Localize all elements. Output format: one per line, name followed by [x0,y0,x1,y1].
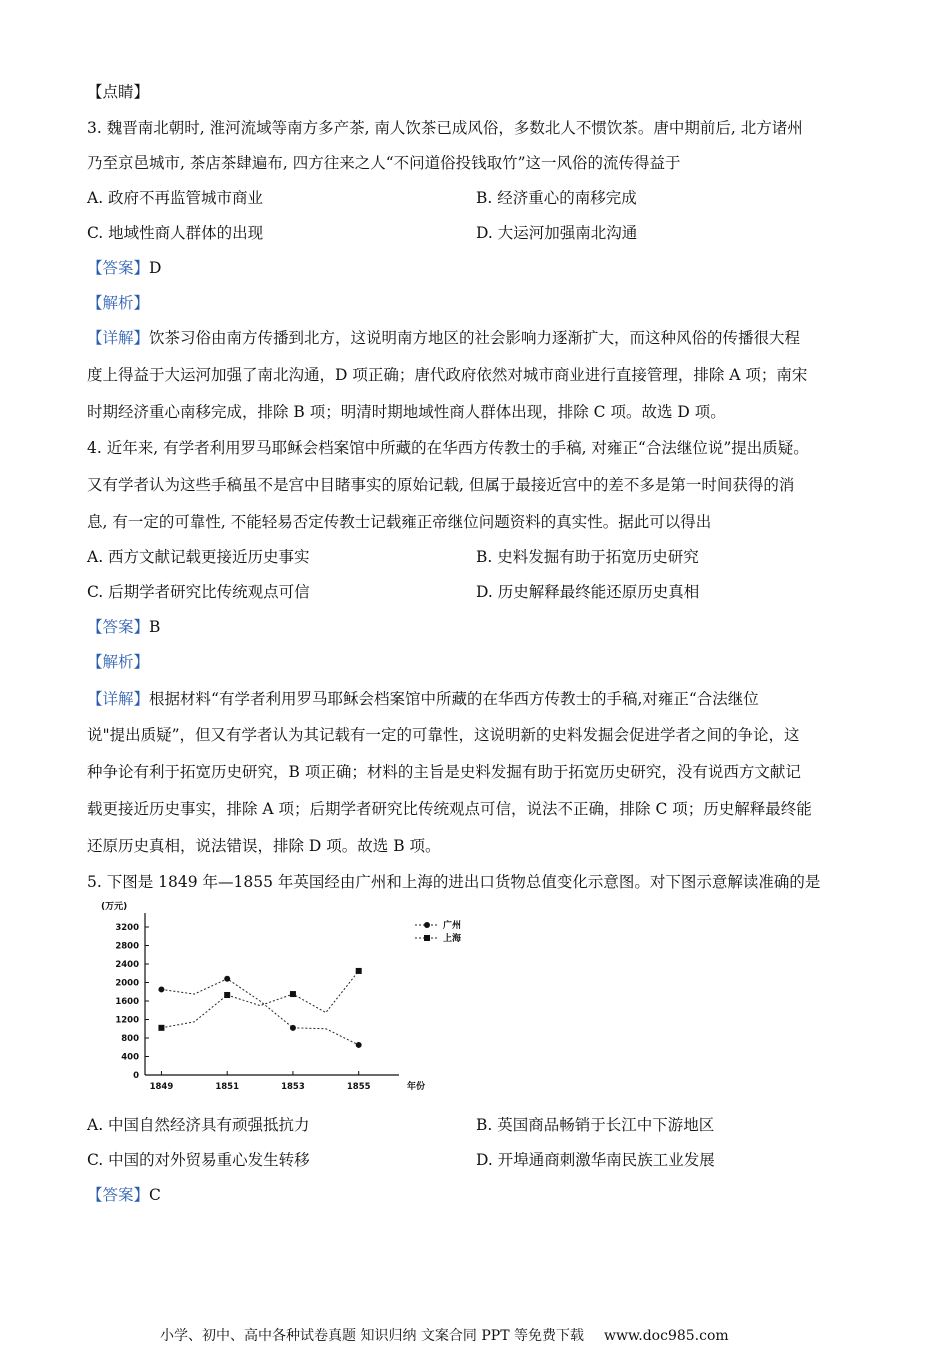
legend-label: 上海 [443,934,462,944]
q3-option-d: D. 大运河加强南北沟通 [476,224,638,242]
x-tick-label: 1853 [281,1082,305,1092]
y-tick-label: 2000 [115,978,139,989]
chart-legend [415,919,462,944]
q5-option-b: B. 英国商品畅销于长江中下游地区 [476,1116,715,1134]
legend-marker-square [424,935,430,941]
x-axis-label: 年份 [407,1082,426,1092]
q4-option-d: D. 历史解释最终能还原历史真相 [476,583,700,601]
q5-option-a: A. 中国自然经济具有顽强抵抗力 [87,1116,310,1134]
y-tick-label: 1600 [115,997,139,1007]
y-tick-label: 400 [121,1052,139,1063]
q5-answer-row [87,1185,161,1205]
answer-tag: 【答案】 [87,1186,150,1204]
q3-detail-text-1: 饮茶习俗由南方传播到北方，这说明南方地区的社会影响力逐渐扩大，而这种风俗的传播很大程 [149,329,801,347]
q3-detail-line-1 [87,328,800,348]
y-tick-label: 2400 [115,960,139,970]
series-line-guangzhou [161,979,358,1045]
answer-tag: 【答案】 [87,618,150,636]
q4-option-c: C. 后期学者研究比传统观点可信 [87,583,310,601]
q3-stem-line-1: 3. 魏晋南北朝时, 淮河流域等南方多产茶, 南人饮茶已成风俗，多数北人不惯饮茶。唐中期前后, 北方诸州 [87,119,803,137]
footer-site-link[interactable]: www.doc985.com [603,1328,729,1344]
legend-marker-circle [424,922,430,928]
detail-tag: 【详解】 [87,329,150,347]
legend-label: 广州 [443,921,462,931]
q4-detail-line-3: 种争论有利于拓宽历史研究，B 项正确；材料的主旨是史料发掘有助于拓宽历史研究，没有说西方文献记 [87,763,801,781]
q4-answer-row [87,617,160,637]
y-tick-label: 2800 [115,941,139,952]
q5-option-c: C. 中国的对外贸易重心发生转移 [87,1151,310,1169]
q3-analysis-tag: 【解析】 [87,294,150,312]
q3-detail-line-3: 时期经济重心南移完成，排除 B 项；明清时期地域性商人群体出现，排除 C 项。故选 D 项。 [87,403,726,421]
trade-line-chart [95,895,462,1095]
q5-answer: C [149,1186,161,1204]
y-tick-label: 1200 [115,1015,139,1026]
q4-detail-text-1: 根据材料“有学者利用罗马耶稣会档案馆中所藏的在华西方传教士的手稿,对雍正“合法继位 [149,690,759,708]
series-line-shanghai [161,971,358,1028]
q5-stem: 5. 下图是 1849 年—1855 年英国经由广州和上海的进出口货物总值变化示意图。对下图示意解读准确的是 [87,873,821,891]
q4-detail-line-2: 说"提出质疑”，但又有学者认为其记载有一定的可靠性，这说明新的史料发掘会促进学者之间的争论，这 [87,726,800,744]
q4-stem-line-3: 息, 有一定的可靠性, 不能轻易否定传教士记载雍正帝继位问题资料的真实性。据此可以得出 [87,513,712,531]
footer-text: 小学、初中、高中各种试卷真题 知识归纳 文案合同 PPT 等免费下载 [160,1328,584,1344]
q3-option-b: B. 经济重心的南移完成 [476,189,637,207]
q4-analysis-tag: 【解析】 [87,653,150,671]
dianjing-tag: 【点睛】 [87,83,150,101]
page-footer [160,1325,729,1345]
chart-x-ticks [150,1071,371,1092]
x-tick-label: 1849 [149,1082,174,1092]
y-axis-label: (万元) [101,902,128,912]
detail-tag: 【详解】 [87,690,150,708]
data-point-shanghai [356,968,362,974]
x-tick-label: 1855 [346,1082,371,1092]
chart-axes [101,900,425,1092]
x-tick-label: 1851 [215,1082,240,1092]
answer-tag: 【答案】 [87,259,150,277]
q3-answer-row [87,258,161,278]
q4-stem-line-1: 4. 近年来, 有学者利用罗马耶稣会档案馆中所藏的在华西方传教士的手稿, 对雍正“合法继位说”提出质疑。 [87,439,809,457]
q4-detail-line-4: 载更接近历史事实，排除 A 项；后期学者研究比传统观点可信，说法不正确，排除 C 项；历史解释最终能 [87,800,812,818]
y-tick-label: 0 [133,1071,139,1081]
chart-y-ticks [115,923,149,1081]
data-point-guangzhou [224,976,230,982]
q4-answer: B [149,618,161,636]
q4-option-b: B. 史料发掘有助于拓宽历史研究 [476,548,699,566]
data-point-guangzhou [290,1025,296,1031]
q3-option-a: A. 政府不再监管城市商业 [87,189,264,207]
chart-series [158,968,361,1048]
q5-option-d: D. 开埠通商刺激华南民族工业发展 [476,1151,715,1169]
q3-answer: D [149,259,162,277]
data-point-guangzhou [158,986,164,992]
data-point-shanghai [290,991,296,997]
q3-stem-line-2: 乃至京邑城市, 茶店茶肆遍布, 四方往来之人“不问道俗投钱取竹”这一风俗的流传得益于 [87,154,681,172]
y-tick-label: 800 [121,1034,139,1044]
y-tick-label: 3200 [115,923,139,933]
q3-option-c: C. 地域性商人群体的出现 [87,224,264,242]
q4-stem-line-2: 又有学者认为这些手稿虽不是宫中目睹事实的原始记载, 但属于最接近宫中的差不多是第一时间获得的消 [87,476,795,494]
q3-detail-line-2: 度上得益于大运河加强了南北沟通，D 项正确；唐代政府依然对城市商业进行直接管理，排除 A 项；南宋 [87,366,808,384]
data-point-shanghai [158,1025,164,1031]
data-point-guangzhou [356,1042,362,1048]
data-point-shanghai [224,992,230,998]
q4-option-a: A. 西方文献记载更接近历史事实 [87,548,310,566]
q4-detail-line-5: 还原历史真相，说法错误，排除 D 项。故选 B 项。 [87,837,441,855]
q4-detail-line-1 [87,689,759,709]
